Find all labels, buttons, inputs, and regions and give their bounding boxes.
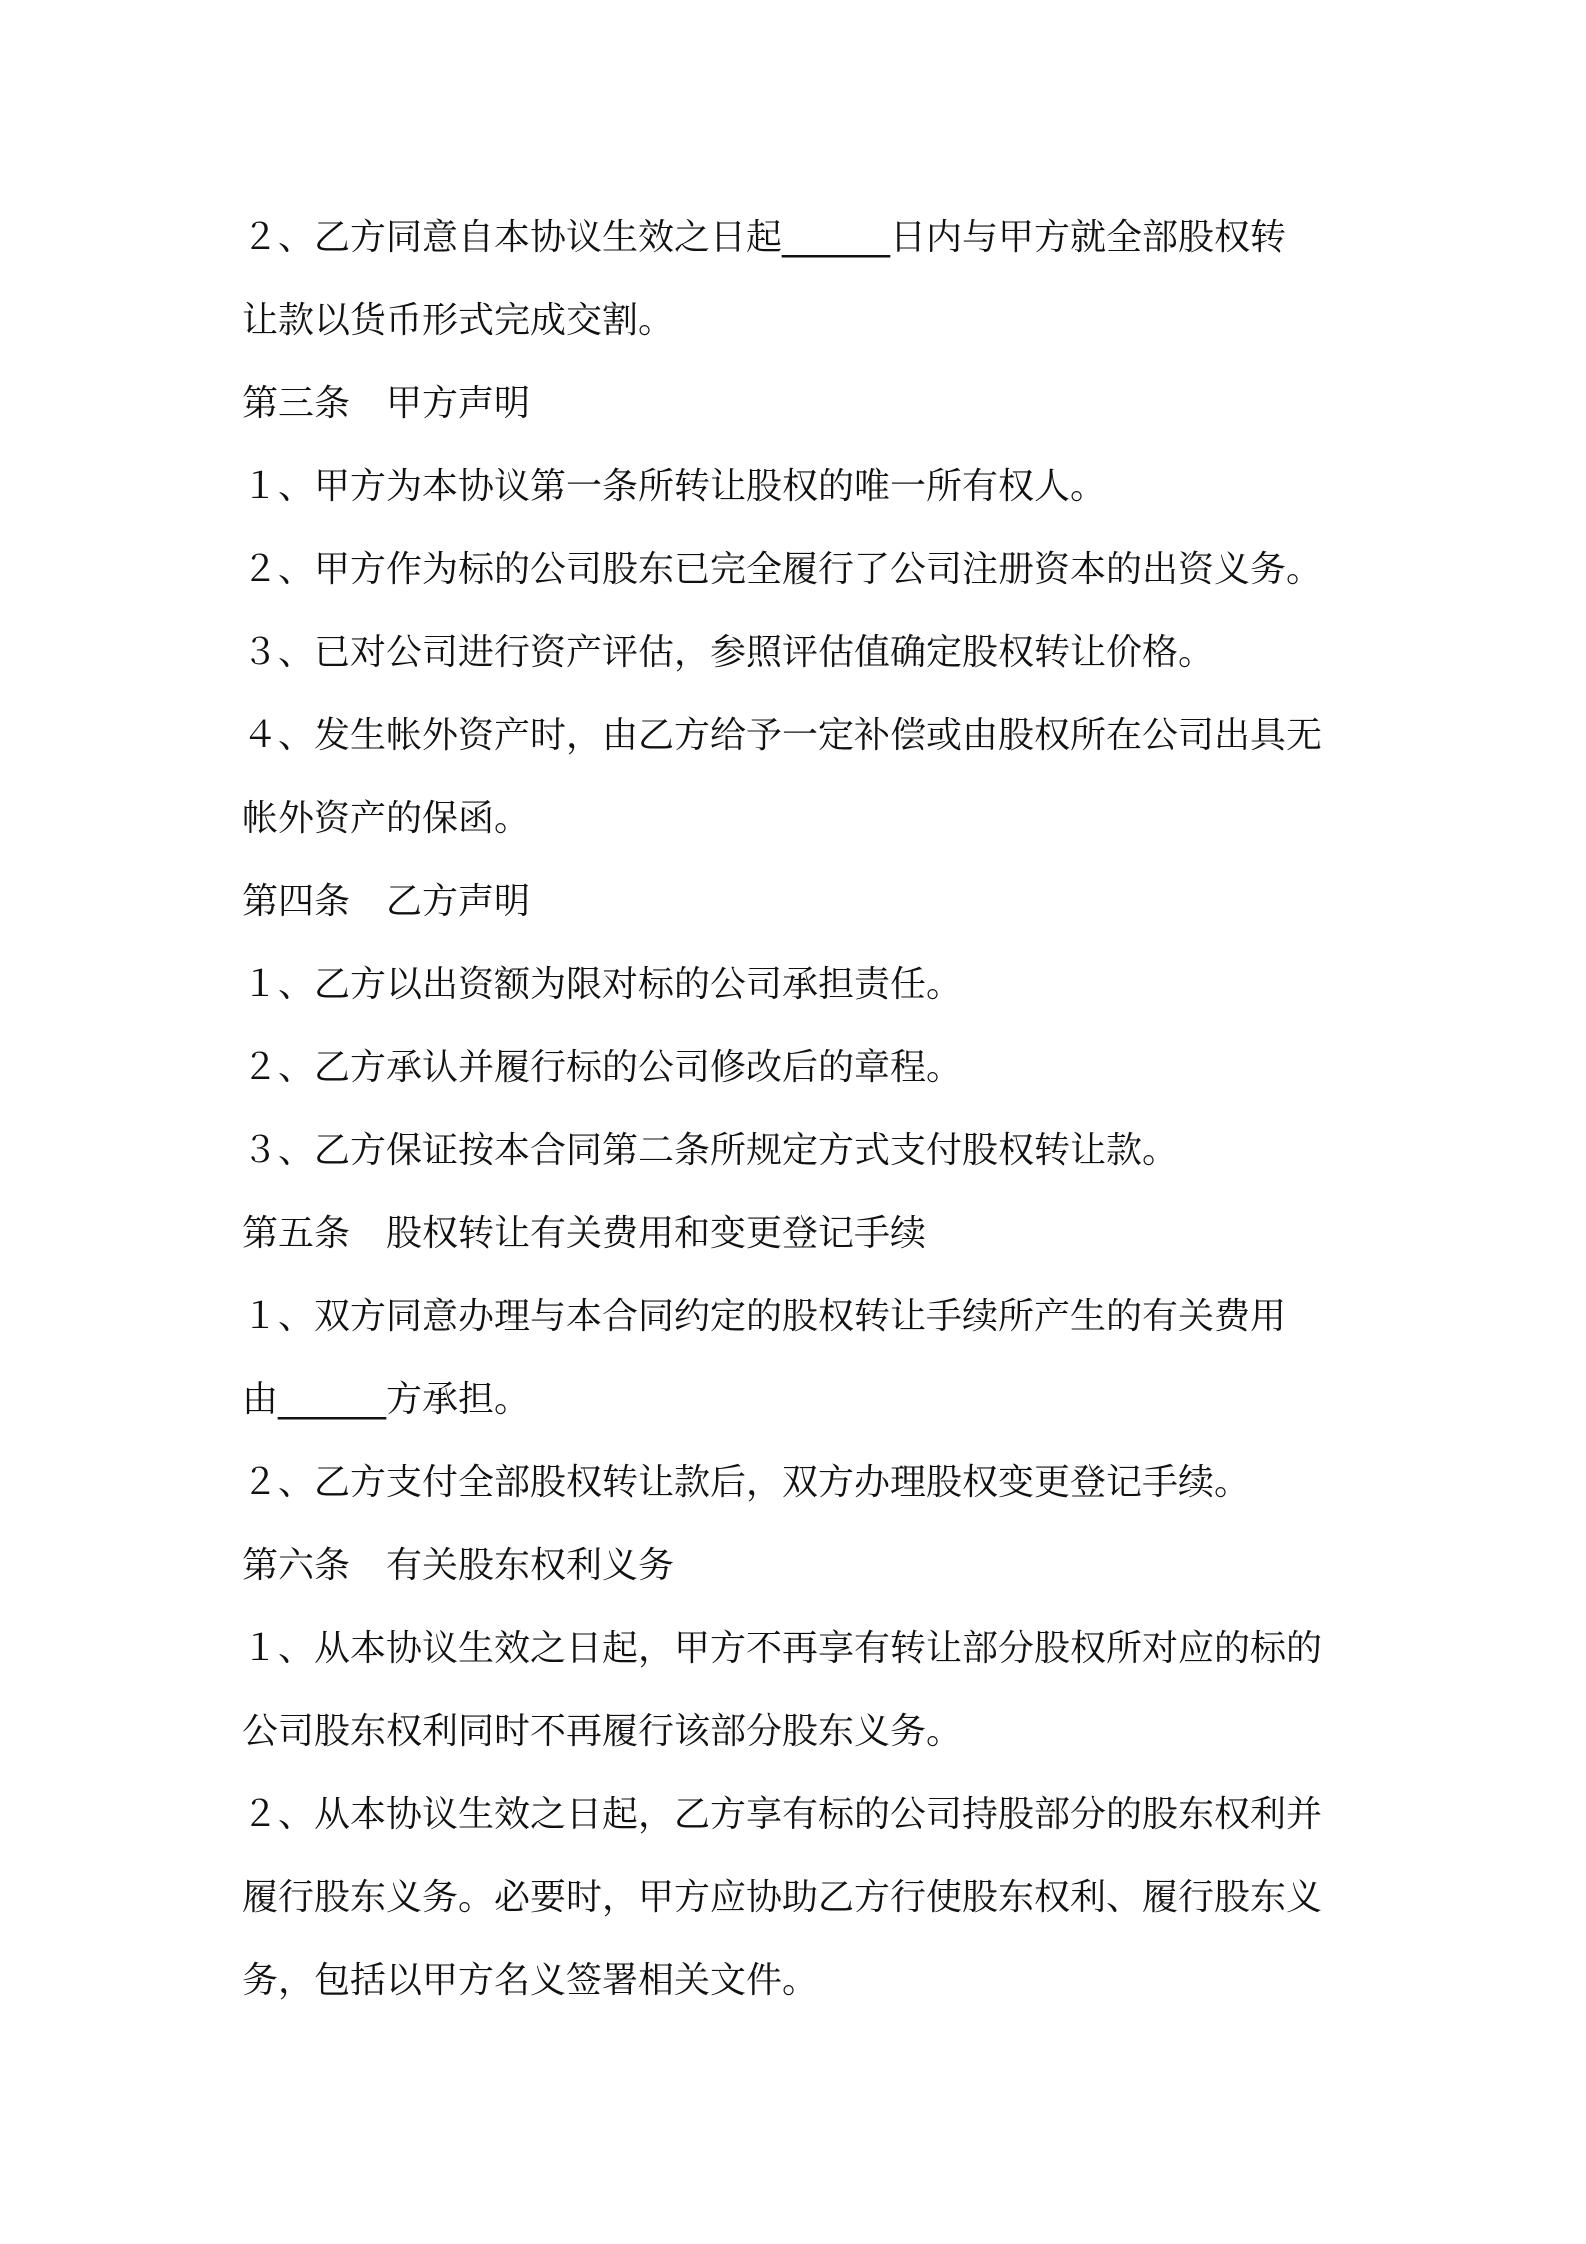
clause-3-2: ２、甲方作为标的公司股东已完全履行了公司注册资本的出资义务。 (242, 549, 1323, 590)
clause-4-1: １、乙方以出资额为限对标的公司承担责任。 (242, 964, 963, 1005)
clause-3-1: １、甲方为本协议第一条所转让股权的唯一所有权人。 (242, 466, 1107, 507)
clause-6-1-line-2: 公司股东权利同时不再履行该部分股东义务。 (242, 1711, 963, 1752)
clause-6-2-line-3: 务，包括以甲方名义签署相关文件。 (242, 1960, 819, 2001)
clause-2-2-line-2: 让款以货币形式完成交割。 (242, 300, 675, 341)
article-3-heading: 第三条 甲方声明 (242, 383, 531, 424)
clause-2-2-line-1: ２、乙方同意自本协议生效之日起______日内与甲方就全部股权转 (242, 217, 1287, 258)
article-5-heading: 第五条 股权转让有关费用和变更登记手续 (242, 1213, 927, 1254)
clause-4-2: ２、乙方承认并履行标的公司修改后的章程。 (242, 1047, 963, 1088)
clause-5-1-line-1: １、双方同意办理与本合同约定的股权转让手续所产生的有关费用 (242, 1296, 1287, 1337)
document-body (242, 196, 1362, 2022)
clause-4-3: ３、乙方保证按本合同第二条所规定方式支付股权转让款。 (242, 1130, 1179, 1171)
clause-3-3: ３、已对公司进行资产评估，参照评估值确定股权转让价格。 (242, 632, 1215, 673)
clause-5-2: ２、乙方支付全部股权转让款后，双方办理股权变更登记手续。 (242, 1462, 1251, 1503)
clause-5-1-line-2: 由______方承担。 (242, 1379, 531, 1420)
clause-6-2-line-2: 履行股东义务。必要时，甲方应协助乙方行使股东权利、履行股东义 (242, 1877, 1323, 1918)
clause-6-2-line-1: ２、从本协议生效之日起，乙方享有标的公司持股部分的股东权利并 (242, 1794, 1323, 1835)
clause-6-1-line-1: １、从本协议生效之日起，甲方不再享有转让部分股权所对应的标的 (242, 1628, 1323, 1669)
article-4-heading: 第四条 乙方声明 (242, 881, 531, 922)
clause-3-4-line-2: 帐外资产的保函。 (242, 798, 531, 839)
clause-3-4-line-1: ４、发生帐外资产时，由乙方给予一定补偿或由股权所在公司出具无 (242, 715, 1323, 756)
article-6-heading: 第六条 有关股东权利义务 (242, 1545, 675, 1586)
